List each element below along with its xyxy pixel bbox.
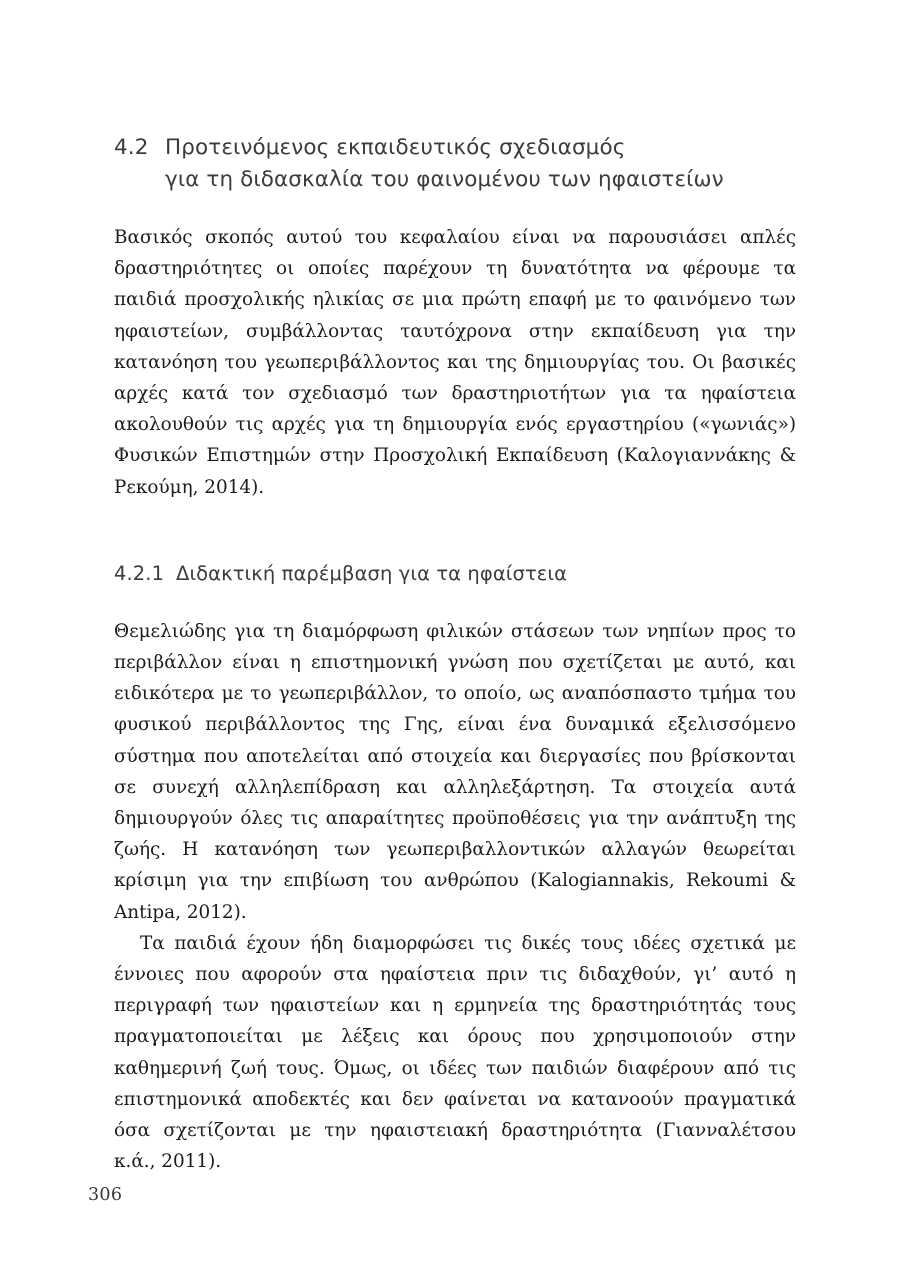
section-heading-line-1: Προτεινόμενος εκπαιδευτικός σχεδιασμός bbox=[165, 135, 626, 160]
section-heading-number: 4.2 bbox=[114, 135, 149, 160]
paragraph-scientific-knowledge: Θεμελιώδης για τη διαμόρφωση φιλικών στάσεων των νηπίων προς το περιβάλλον είναι η επιστημονική γνώση που σχετίζεται με αυτό, και ειδικότερα με το γεωπεριβάλλον, το οποίο, ως αναπόσπαστο τμήμα του φυσικού περιβάλλοντος της Γης, είναι ένα δυναμικά εξελισσόμενο σύστημα που αποτελείται από στοιχεία και διεργασίες που βρίσκονται σε συνεχή αλληλεπίδραση και αλληλεξάρτηση. Τα στοιχεία αυτά δημιουργούν όλες τις απαραίτητες προϋποθέσεις για την ανάπτυξη της ζωής. Η κατανόηση των γεωπεριβαλλοντικών αλλαγών θεωρείται κρίσιμη για την επιβίωση του ανθρώπου (Kalogiannakis, Rekoumi & Antipa, 2012). bbox=[114, 620, 796, 923]
page-content bbox=[114, 132, 796, 1177]
subsection-heading-text: Διδακτική παρέμβαση για τα ηφαίστεια bbox=[176, 561, 568, 585]
spacer-after-subsection-heading bbox=[114, 589, 796, 616]
page-number: 306 bbox=[88, 1185, 123, 1205]
paragraph-intro: Βασικός σκοπός αυτού του κεφαλαίου είναι να παρουσιάσει απλές δραστηριότητες οι οποίες παρέχουν τη δυνατότητα να φέρουμε τα παιδιά προσχολικής ηλικίας σε μια πρώτη επαφή με το φαινόμενο των ηφαιστείων, συμβάλλοντας ταυτόχρονα στην εκπαίδευση για την κατανόηση του γεωπεριβάλλοντος και της δημιουργίας του. Οι βασικές αρχές κατά τον σχεδιασμό των δραστηριοτήτων για τα ηφαίστεια ακολουθούν τις αρχές για τη δημιουργία ενός εργαστηρίου («γωνιάς») Φυσικών Επιστημών στην Προσχολική Εκπαίδευση (Καλογιαννάκης & Ρεκούμη, 2014). bbox=[114, 227, 796, 498]
spacer-after-section-heading bbox=[114, 196, 796, 222]
subsection-heading-number: 4.2.1 bbox=[114, 561, 165, 585]
paragraph-children-ideas: Τα παιδιά έχουν ήδη διαμορφώσει τις δικές τους ιδέες σχετικά με έννοιες που αφορούν στα ηφαίστεια πριν τις διδαχθούν, γι’ αυτό η περιγραφή των ηφαιστείων και η ερμηνεία της δραστηριότητάς τους πραγματοποιείται με λέξεις και όρους που χρησιμοποιούν στην καθημερινή ζωή τους. Όμως, οι ιδέες των παιδιών διαφέρουν από τις επιστημονικά αποδεκτές και δεν φαίνεται να κατανοούν πραγματικά όσα σχετίζονται με την ηφαιστειακή δραστηριότητα (Γιανναλέτσου κ.ά., 2011). bbox=[114, 932, 796, 1173]
section-heading-text bbox=[165, 132, 796, 196]
section-heading-line-2: για τη διδασκαλία του φαινομένου των ηφαιστείων bbox=[165, 167, 724, 192]
subsection-heading bbox=[114, 559, 796, 589]
section-heading bbox=[114, 132, 796, 196]
spacer-before-subsection-heading bbox=[114, 503, 796, 559]
